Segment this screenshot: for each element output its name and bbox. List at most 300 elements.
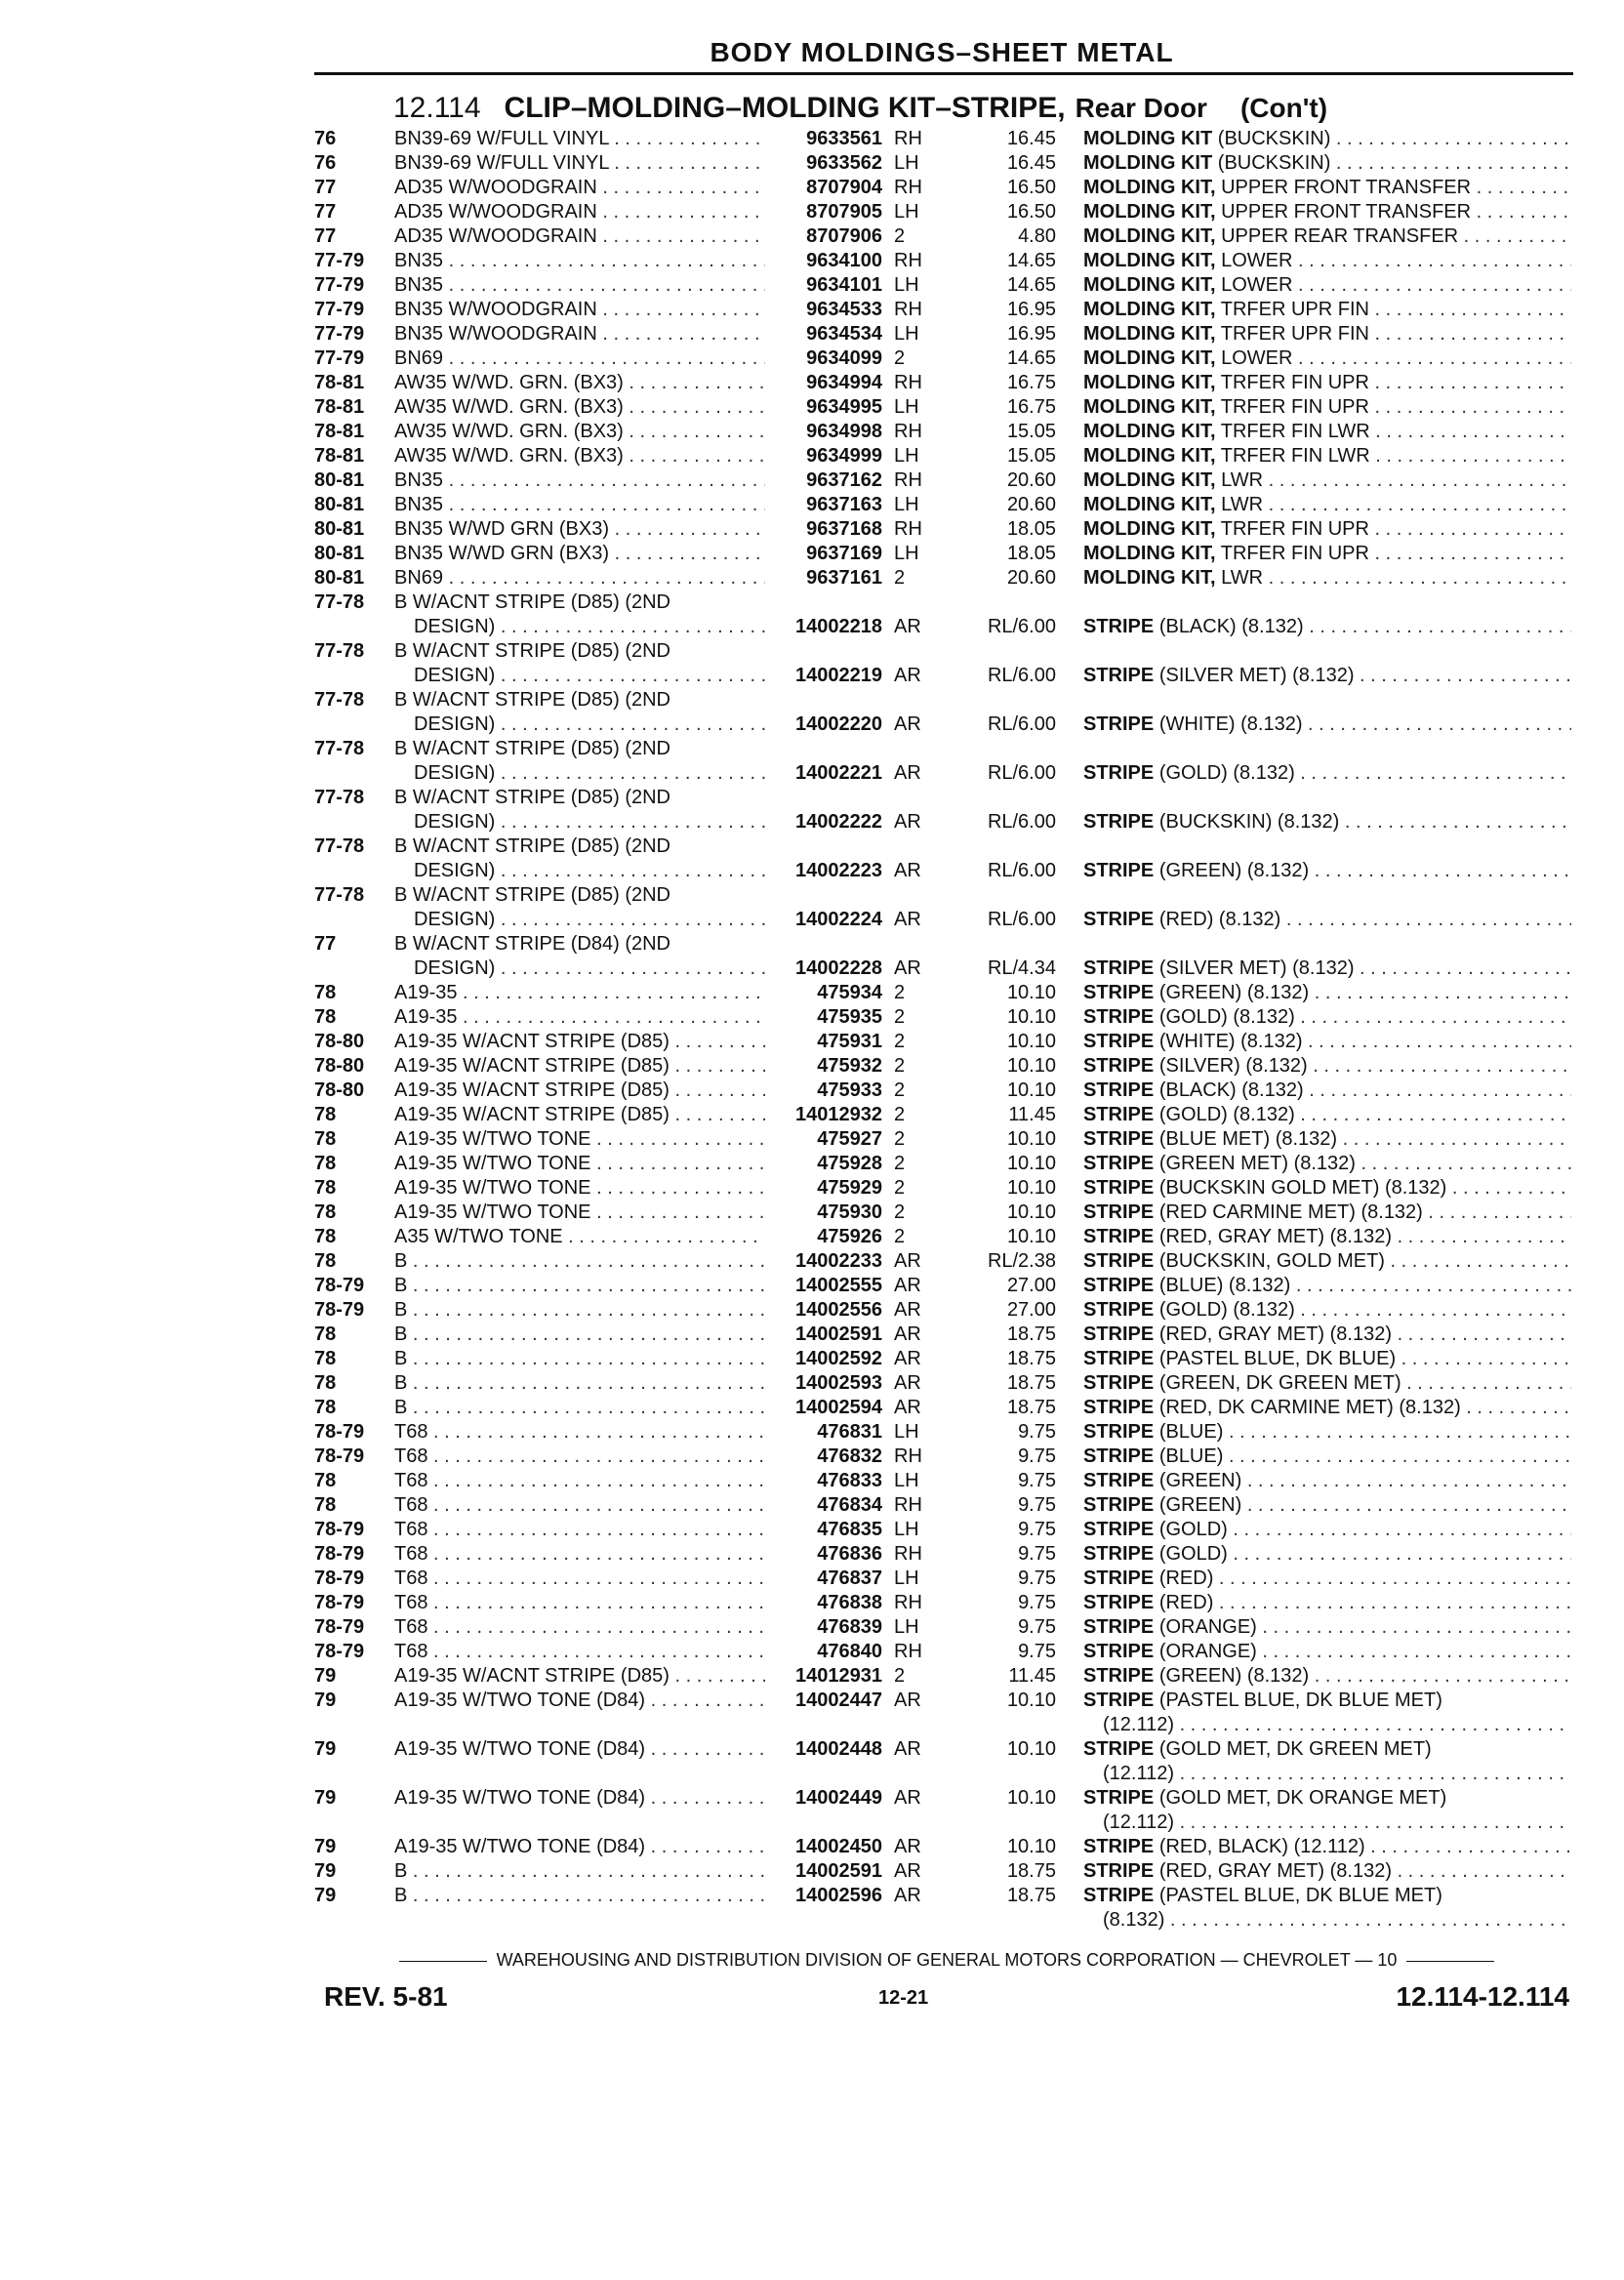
part-type: MOLDING KIT, — [1083, 250, 1216, 271]
body-description-text: A19-35 W/TWO TONE (D84) . . . — [394, 1836, 765, 1857]
part-number: 14012931 — [795, 1665, 882, 1687]
body-description — [394, 1567, 765, 1591]
list-item — [314, 298, 1573, 322]
quantity: 2 — [894, 1226, 906, 1247]
part-detail: UPPER FRONT TRANSFER . . . — [1221, 177, 1571, 198]
quantity: 2 — [894, 1104, 906, 1125]
body-description — [394, 1347, 765, 1371]
body-description — [394, 1737, 765, 1762]
part-number: 8707904 — [806, 177, 882, 198]
part-type: STRIPE — [1083, 1860, 1155, 1882]
body-description — [394, 1054, 765, 1079]
model-years: 77-79 — [314, 274, 365, 296]
part-detail: (GOLD MET, DK GREEN MET) — [1158, 1738, 1432, 1760]
model-years: 77-79 — [314, 323, 365, 345]
body-description — [394, 151, 765, 176]
part-detail-continued: (12.112) . . . — [1083, 1811, 1571, 1835]
part-number: 14002223 — [795, 860, 882, 881]
model-years: 78-79 — [314, 1519, 365, 1540]
price: 16.45 — [1006, 128, 1056, 149]
model-years: 79 — [314, 1665, 337, 1687]
body-description — [394, 1615, 765, 1640]
part-number: 9634994 — [806, 372, 882, 393]
body-description — [394, 395, 765, 420]
part-detail: (BUCKSKIN) . . . — [1218, 152, 1571, 174]
body-description-text: A19-35 W/TWO TONE (D84) . . . — [394, 1690, 765, 1711]
part-number: 14002224 — [795, 909, 882, 930]
price: 10.10 — [1006, 1153, 1056, 1174]
part-detail: LOWER . . . — [1221, 274, 1571, 296]
body-description-text: T68 . . . — [394, 1616, 765, 1638]
part-detail: (RED CARMINE MET) (8.132) . . . — [1159, 1201, 1571, 1223]
part-number: 14002450 — [795, 1836, 882, 1857]
part-detail: (GOLD) (8.132) . . . — [1159, 1299, 1571, 1321]
part-type: STRIPE — [1083, 1226, 1155, 1247]
price: 10.10 — [1006, 1031, 1056, 1052]
model-years: 78 — [314, 982, 337, 1003]
part-description — [1083, 1152, 1571, 1176]
list-item — [314, 566, 1573, 590]
part-detail: (RED) (8.132) . . . — [1159, 909, 1571, 930]
price: 15.05 — [1006, 421, 1056, 442]
part-detail: (BLUE) . . . — [1159, 1445, 1571, 1467]
model-years: 80-81 — [314, 469, 365, 491]
body-description — [394, 835, 765, 883]
body-description-continued: DESIGN) . . . — [394, 908, 765, 932]
quantity: RH — [894, 1543, 922, 1565]
quantity: LH — [894, 494, 919, 515]
body-description-text: BN35 . . . — [394, 494, 765, 515]
part-description — [1083, 566, 1571, 590]
part-detail: UPPER REAR TRANSFER . . . — [1221, 225, 1571, 247]
body-description — [394, 273, 765, 298]
part-number: 9633561 — [806, 128, 882, 149]
list-item — [314, 346, 1573, 371]
body-description — [394, 1079, 765, 1103]
part-type: STRIPE — [1083, 1153, 1155, 1174]
part-detail: (WHITE) (8.132) . . . — [1159, 1031, 1571, 1052]
part-type: STRIPE — [1083, 1201, 1155, 1223]
quantity: 2 — [894, 1079, 906, 1101]
body-description-text: B W/ACNT STRIPE (D84) (2ND — [394, 933, 670, 955]
part-type: MOLDING KIT, — [1083, 225, 1216, 247]
quantity: 2 — [894, 225, 906, 247]
part-number: 14002594 — [795, 1397, 882, 1418]
body-description-text: A19-35 W/TWO TONE . . . — [394, 1153, 765, 1174]
part-detail: (SILVER MET) (8.132) . . . — [1159, 665, 1571, 686]
quantity: LH — [894, 201, 919, 223]
price: 18.75 — [1006, 1348, 1056, 1369]
quantity: AR — [894, 1323, 921, 1345]
section-heading — [393, 92, 1327, 125]
part-type: STRIPE — [1083, 1738, 1155, 1760]
body-description — [394, 322, 765, 346]
price: 18.05 — [1006, 518, 1056, 540]
model-years: 78 — [314, 1494, 337, 1516]
list-item — [314, 1030, 1573, 1054]
quantity: AR — [894, 1860, 921, 1882]
model-years: 78-79 — [314, 1641, 365, 1662]
quantity: LH — [894, 1421, 919, 1443]
body-description-text: AW35 W/WD. GRN. (BX3) . . . — [394, 396, 765, 418]
quantity: LH — [894, 1519, 919, 1540]
quantity: AR — [894, 1250, 921, 1272]
price: 18.75 — [1006, 1323, 1056, 1345]
model-years: 77-78 — [314, 787, 365, 808]
footer-page-number: 12-21 — [878, 1987, 929, 2009]
part-detail: (GREEN MET) (8.132) . . . — [1159, 1153, 1571, 1174]
part-number: 476835 — [817, 1519, 882, 1540]
quantity: AR — [894, 860, 921, 881]
price: 16.95 — [1006, 299, 1056, 320]
part-number: 14002593 — [795, 1372, 882, 1394]
model-years: 78 — [314, 1153, 337, 1174]
list-item — [314, 1884, 1573, 1933]
body-description — [394, 1274, 765, 1298]
part-number: 14002592 — [795, 1348, 882, 1369]
part-number: 14002556 — [795, 1299, 882, 1321]
body-description-text: A19-35 W/ACNT STRIPE (D85) . . . — [394, 1055, 765, 1077]
model-years: 78 — [314, 1201, 337, 1223]
list-item — [314, 1323, 1573, 1347]
part-detail: (GOLD MET, DK ORANGE MET) — [1158, 1787, 1447, 1809]
part-number: 9637163 — [806, 494, 882, 515]
quantity: 2 — [894, 1177, 906, 1199]
part-detail: (GOLD) . . . — [1159, 1519, 1571, 1540]
list-item — [314, 1542, 1573, 1567]
body-description — [394, 1005, 765, 1030]
body-description-text: B . . . — [394, 1372, 765, 1394]
part-type: STRIPE — [1083, 982, 1155, 1003]
list-item — [314, 1469, 1573, 1493]
list-item — [314, 1518, 1573, 1542]
part-number: 9637162 — [806, 469, 882, 491]
part-number: 475935 — [817, 1006, 882, 1028]
part-detail: (BLACK) (8.132) . . . — [1159, 616, 1571, 637]
part-type: MOLDING KIT, — [1083, 396, 1216, 418]
quantity: LH — [894, 445, 919, 467]
model-years: 80-81 — [314, 494, 365, 515]
part-description — [1083, 1615, 1571, 1640]
part-detail-continued: (8.132) . . . — [1083, 1908, 1571, 1933]
part-description — [1083, 1884, 1571, 1933]
body-description — [394, 127, 765, 151]
list-item — [314, 688, 1573, 737]
list-item — [314, 249, 1573, 273]
model-years: 78-79 — [314, 1568, 365, 1589]
model-years: 80-81 — [314, 567, 365, 589]
part-number: 9634533 — [806, 299, 882, 320]
part-type: STRIPE — [1083, 860, 1155, 881]
price: 4.80 — [1018, 225, 1056, 247]
quantity: AR — [894, 1787, 921, 1809]
part-detail: UPPER FRONT TRANSFER . . . — [1221, 201, 1571, 223]
list-item — [314, 395, 1573, 420]
body-description — [394, 1249, 765, 1274]
part-detail: (GREEN) . . . — [1159, 1494, 1571, 1516]
price: 18.75 — [1006, 1860, 1056, 1882]
part-description — [1083, 1640, 1571, 1664]
body-description-text: BN35 W/WOODGRAIN . . . — [394, 299, 765, 320]
part-detail: (GOLD) (8.132) . . . — [1159, 762, 1571, 784]
part-description — [1083, 224, 1571, 249]
price: 10.10 — [1006, 1177, 1056, 1199]
model-years: 77-79 — [314, 347, 365, 369]
list-item — [314, 1396, 1573, 1420]
quantity: LH — [894, 543, 919, 564]
body-description — [394, 1493, 765, 1518]
list-item — [314, 444, 1573, 468]
price: 10.10 — [1006, 1201, 1056, 1223]
part-description — [1083, 1591, 1571, 1615]
part-type: MOLDING KIT, — [1083, 299, 1216, 320]
part-detail: (RED, GRAY MET) (8.132) . . . — [1159, 1226, 1571, 1247]
price: 10.10 — [1006, 1226, 1056, 1247]
quantity: 2 — [894, 1665, 906, 1687]
price: 10.10 — [1006, 982, 1056, 1003]
body-description-text: A35 W/TWO TONE . . . — [394, 1226, 765, 1247]
part-description — [1083, 1567, 1571, 1591]
list-item — [314, 1420, 1573, 1445]
list-item — [314, 1640, 1573, 1664]
part-detail: (RED, BLACK) (12.112) . . . — [1159, 1836, 1571, 1857]
body-description — [394, 517, 765, 542]
price: 14.65 — [1006, 250, 1056, 271]
part-type: STRIPE — [1083, 1250, 1155, 1272]
list-item — [314, 493, 1573, 517]
body-description — [394, 542, 765, 566]
quantity: LH — [894, 323, 919, 345]
body-description-text: T68 . . . — [394, 1543, 765, 1565]
part-type: STRIPE — [1083, 1641, 1155, 1662]
body-description-text: B . . . — [394, 1323, 765, 1345]
model-years: 77-78 — [314, 884, 365, 906]
part-type: STRIPE — [1083, 1372, 1155, 1394]
quantity: 2 — [894, 567, 906, 589]
part-description — [1083, 493, 1571, 517]
list-item — [314, 1786, 1573, 1835]
price: 9.75 — [1018, 1616, 1056, 1638]
body-description-text: T68 . . . — [394, 1641, 765, 1662]
quantity: RH — [894, 1641, 922, 1662]
body-description-text: BN39-69 W/FULL VINYL . . . — [394, 128, 765, 149]
list-item — [314, 322, 1573, 346]
model-years: 78-79 — [314, 1543, 365, 1565]
model-years: 78-79 — [314, 1421, 365, 1443]
part-type: STRIPE — [1083, 957, 1155, 979]
list-item — [314, 786, 1573, 835]
body-description — [394, 1445, 765, 1469]
quantity: AR — [894, 957, 921, 979]
part-detail: TRFER FIN UPR . . . — [1221, 396, 1571, 418]
part-number: 8707905 — [806, 201, 882, 223]
body-description — [394, 1859, 765, 1884]
part-number: 475928 — [817, 1153, 882, 1174]
body-description-text: T68 . . . — [394, 1494, 765, 1516]
list-item — [314, 468, 1573, 493]
part-type: MOLDING KIT, — [1083, 347, 1216, 369]
body-description-text: B . . . — [394, 1348, 765, 1369]
part-number: 9637169 — [806, 543, 882, 564]
quantity: 2 — [894, 1055, 906, 1077]
part-number: 8707906 — [806, 225, 882, 247]
part-number: 9634534 — [806, 323, 882, 345]
price: 9.75 — [1018, 1470, 1056, 1491]
body-description — [394, 639, 765, 688]
list-item — [314, 1567, 1573, 1591]
body-description-text: BN35 . . . — [394, 250, 765, 271]
part-number: 475926 — [817, 1226, 882, 1247]
body-description — [394, 737, 765, 786]
part-description — [1083, 298, 1571, 322]
body-description-text: B W/ACNT STRIPE (D85) (2ND — [394, 787, 670, 808]
part-detail: (GREEN) (8.132) . . . — [1159, 982, 1571, 1003]
body-description — [394, 1371, 765, 1396]
model-years: 78-79 — [314, 1299, 365, 1321]
part-description — [1083, 176, 1571, 200]
section-title: CLIP–MOLDING–MOLDING KIT–STRIPE, — [504, 92, 1066, 124]
list-item — [314, 835, 1573, 883]
part-type: MOLDING KIT, — [1083, 274, 1216, 296]
body-description — [394, 1664, 765, 1689]
model-years: 80-81 — [314, 543, 365, 564]
body-description-continued: DESIGN) . . . — [394, 859, 765, 883]
part-number: 14002448 — [795, 1738, 882, 1760]
list-item — [314, 1835, 1573, 1859]
model-years: 78 — [314, 1470, 337, 1491]
list-item — [314, 1298, 1573, 1323]
part-detail: (GREEN) . . . — [1159, 1470, 1571, 1491]
price: 10.10 — [1006, 1787, 1056, 1809]
body-description — [394, 1542, 765, 1567]
part-number: 475934 — [817, 982, 882, 1003]
price: RL/6.00 — [987, 909, 1056, 930]
quantity: RH — [894, 177, 922, 198]
list-item — [314, 1079, 1573, 1103]
part-number: 14002222 — [795, 811, 882, 833]
part-number: 14002591 — [795, 1323, 882, 1345]
part-number: 14002233 — [795, 1250, 882, 1272]
model-years: 77-78 — [314, 738, 365, 759]
part-description — [1083, 615, 1571, 639]
list-item — [314, 151, 1573, 176]
section-subtitle: Rear Door — [1075, 93, 1207, 123]
price: 18.75 — [1006, 1885, 1056, 1906]
part-description — [1083, 420, 1571, 444]
part-type: MOLDING KIT — [1083, 152, 1213, 174]
part-number: 475933 — [817, 1079, 882, 1101]
body-description — [394, 444, 765, 468]
part-description — [1083, 1445, 1571, 1469]
model-years: 78-81 — [314, 372, 365, 393]
quantity: RH — [894, 128, 922, 149]
part-type: MOLDING KIT, — [1083, 469, 1216, 491]
list-item — [314, 1371, 1573, 1396]
part-detail: (PASTEL BLUE, DK BLUE MET) — [1158, 1690, 1442, 1711]
body-description-text: BN35 W/WOODGRAIN . . . — [394, 323, 765, 345]
price: 10.10 — [1006, 1738, 1056, 1760]
part-detail: (BLUE) (8.132) . . . — [1159, 1275, 1571, 1296]
body-description-text: A19-35 W/TWO TONE (D84) . . . — [394, 1738, 765, 1760]
model-years: 79 — [314, 1787, 337, 1809]
quantity: LH — [894, 1470, 919, 1491]
quantity: RH — [894, 372, 922, 393]
list-item — [314, 1689, 1573, 1737]
quantity: AR — [894, 762, 921, 784]
part-detail: (ORANGE) . . . — [1159, 1641, 1571, 1662]
model-years: 77-79 — [314, 250, 365, 271]
body-description — [394, 786, 765, 835]
page-title: BODY MOLDINGS–SHEET METAL — [710, 37, 1174, 67]
part-detail: TRFER UPR FIN . . . — [1221, 299, 1571, 320]
body-description-text: BN69 . . . — [394, 347, 765, 369]
part-type: STRIPE — [1083, 1323, 1155, 1345]
model-years: 78 — [314, 1372, 337, 1394]
part-type: STRIPE — [1083, 811, 1155, 833]
list-item — [314, 1249, 1573, 1274]
model-years: 78 — [314, 1250, 337, 1272]
model-years: 76 — [314, 152, 337, 174]
body-description — [394, 1396, 765, 1420]
header-rule — [314, 72, 1573, 75]
body-description — [394, 1152, 765, 1176]
price: 10.10 — [1006, 1128, 1056, 1150]
part-type: MOLDING KIT, — [1083, 372, 1216, 393]
quantity: 2 — [894, 1031, 906, 1052]
price: 16.45 — [1006, 152, 1056, 174]
part-number: 476831 — [817, 1421, 882, 1443]
price: 9.75 — [1018, 1445, 1056, 1467]
price: 10.10 — [1006, 1690, 1056, 1711]
body-description — [394, 932, 765, 981]
part-description — [1083, 1030, 1571, 1054]
part-type: STRIPE — [1083, 762, 1155, 784]
part-description — [1083, 712, 1571, 737]
price: 20.60 — [1006, 567, 1056, 589]
model-years: 78-79 — [314, 1275, 365, 1296]
quantity: 2 — [894, 1201, 906, 1223]
quantity: 2 — [894, 1128, 906, 1150]
part-detail: (BLUE) . . . — [1159, 1421, 1571, 1443]
body-description — [394, 176, 765, 200]
model-years: 77 — [314, 933, 337, 955]
part-detail: (SILVER) (8.132) . . . — [1159, 1055, 1571, 1077]
footer-section-range: 12.114-12.114 — [1396, 1981, 1569, 2012]
part-description — [1083, 1420, 1571, 1445]
body-description-text: T68 . . . — [394, 1470, 765, 1491]
part-description — [1083, 444, 1571, 468]
price: 14.65 — [1006, 274, 1056, 296]
part-detail: TRFER FIN UPR . . . — [1221, 543, 1571, 564]
body-description-text: BN35 W/WD GRN (BX3) . . . — [394, 543, 765, 564]
part-type: STRIPE — [1083, 1348, 1155, 1369]
price: 11.45 — [1008, 1665, 1056, 1687]
price: RL/6.00 — [987, 860, 1056, 881]
price: RL/6.00 — [987, 665, 1056, 686]
part-description — [1083, 761, 1571, 786]
body-description-continued: DESIGN) . . . — [394, 761, 765, 786]
body-description — [394, 1420, 765, 1445]
part-description — [1083, 908, 1571, 932]
price: RL/6.00 — [987, 762, 1056, 784]
body-description — [394, 1176, 765, 1201]
part-type: STRIPE — [1083, 1421, 1155, 1443]
price: 27.00 — [1006, 1299, 1056, 1321]
part-description — [1083, 1249, 1571, 1274]
part-number: 14002218 — [795, 616, 882, 637]
part-detail: LOWER . . . — [1221, 250, 1571, 271]
body-description — [394, 1127, 765, 1152]
